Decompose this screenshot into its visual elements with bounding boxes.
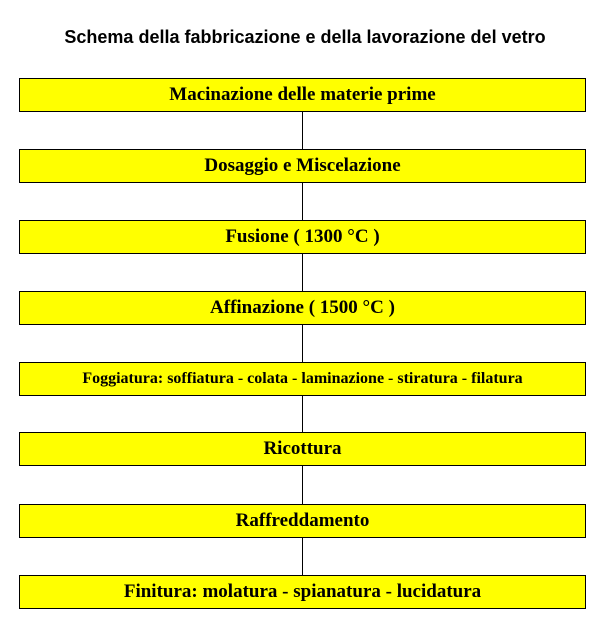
step-raffreddamento: Raffreddamento xyxy=(19,504,586,538)
connector-3 xyxy=(302,254,303,291)
connector-7 xyxy=(302,538,303,575)
step-fusione: Fusione ( 1300 °C ) xyxy=(19,220,586,254)
connector-4 xyxy=(302,325,303,362)
diagram-title: Schema della fabbricazione e della lavorazione del vetro xyxy=(64,27,546,47)
step-macinazione: Macinazione delle materie prime xyxy=(19,78,586,112)
step-dosaggio: Dosaggio e Miscelazione xyxy=(19,149,586,183)
step-finitura: Finitura: molatura - spianatura - lucidatura xyxy=(19,575,586,609)
step-ricottura: Ricottura xyxy=(19,432,586,466)
connector-1 xyxy=(302,112,303,149)
step-affinazione: Affinazione ( 1500 °C ) xyxy=(19,291,586,325)
connector-5 xyxy=(302,396,303,432)
step-foggiatura: Foggiatura: soffiatura - colata - laminazione - stiratura - filatura xyxy=(19,362,586,396)
connector-2 xyxy=(302,183,303,220)
connector-6 xyxy=(302,466,303,504)
